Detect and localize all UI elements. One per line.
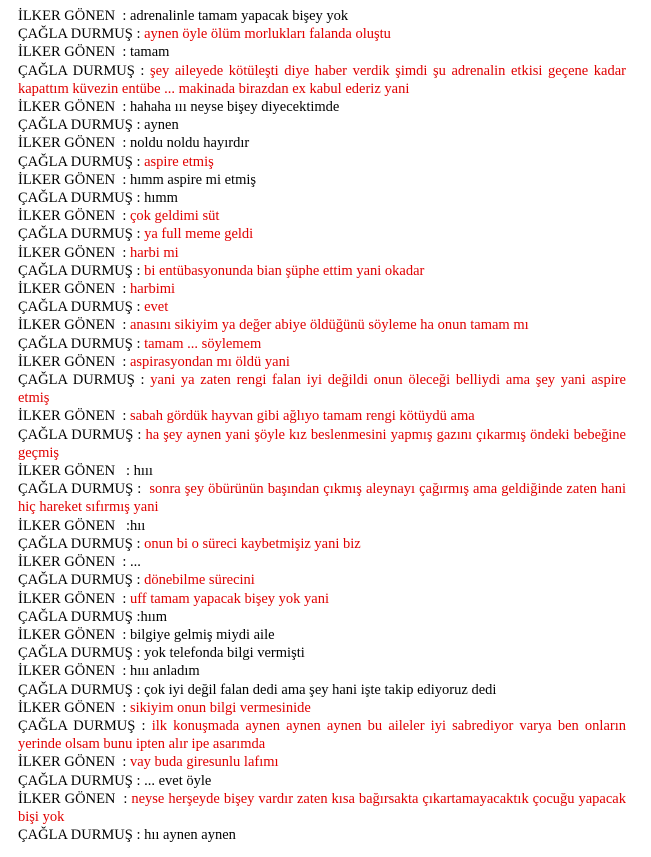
speaker-separator: : bbox=[115, 408, 130, 425]
transcript-line bbox=[18, 535, 626, 553]
speaker-separator: : bbox=[132, 572, 145, 589]
transcript-line bbox=[18, 134, 626, 152]
transcript-line bbox=[18, 225, 626, 243]
message-text: ya full meme geldi bbox=[144, 226, 254, 243]
message-text: sonra şey öbürünün başından çıkmış aleynayı çağırmış ama geldiğinde zaten hani hiç hareket sıfırmış yani bbox=[18, 481, 627, 516]
speaker-separator: : bbox=[132, 153, 145, 170]
transcript-line bbox=[18, 298, 626, 316]
transcript-line bbox=[18, 480, 626, 516]
message-text: şey aileyede kötüleşti diye haber verdik şimdi şu adrenalin etkisi geçene kadar kapattım küvezin entübe ... makinada birazdan ex kabul ederiz yani bbox=[18, 62, 627, 97]
transcript-line bbox=[18, 207, 626, 225]
message-text: sabah gördük hayvan gibi ağlıyo tamam rengi kötüydü ama bbox=[129, 408, 475, 425]
speaker-name: İLKER GÖNEN bbox=[18, 171, 116, 188]
speaker-separator: : bbox=[132, 827, 145, 844]
transcript-line bbox=[18, 407, 626, 425]
speaker-separator: : bbox=[115, 281, 130, 298]
message-text: aynen öyle ölüm morlukları falanda oluştu bbox=[144, 26, 391, 43]
transcript-line bbox=[18, 316, 626, 334]
transcript-line bbox=[18, 753, 626, 771]
transcript-line bbox=[18, 571, 626, 589]
message-text: adrenalinle tamam yapacak bişey yok bbox=[129, 8, 349, 24]
speaker-name: İLKER GÖNEN bbox=[18, 754, 116, 771]
message-text: uff tamam yapacak bişey yok yani bbox=[129, 590, 330, 607]
speaker-separator: : bbox=[132, 681, 145, 698]
transcript-line bbox=[18, 43, 626, 61]
speaker-name: İLKER GÖNEN bbox=[18, 353, 116, 370]
speaker-separator: : bbox=[115, 317, 130, 334]
transcript-line bbox=[18, 662, 626, 680]
speaker-name: ÇAĞLA DURMUŞ bbox=[18, 26, 133, 43]
speaker-name: ÇAĞLA DURMUŞ bbox=[18, 226, 133, 243]
message-text: yok telefonda bilgi vermişti bbox=[144, 645, 305, 662]
speaker-name: ÇAĞLA DURMUŞ bbox=[18, 62, 135, 79]
speaker-name: ÇAĞLA DURMUŞ bbox=[18, 299, 133, 316]
message-text: hıım bbox=[140, 608, 168, 625]
speaker-name: İLKER GÖNEN bbox=[18, 135, 116, 152]
speaker-separator: : bbox=[115, 554, 130, 571]
speaker-separator: : bbox=[133, 426, 146, 443]
speaker-separator: : bbox=[115, 171, 130, 188]
message-text: hıı bbox=[129, 517, 146, 534]
speaker-separator: : bbox=[115, 463, 134, 480]
speaker-name: İLKER GÖNEN bbox=[18, 517, 116, 534]
speaker-separator: : bbox=[132, 645, 145, 662]
message-text: hımm bbox=[144, 190, 178, 207]
transcript-line bbox=[18, 699, 626, 717]
speaker-name: İLKER GÖNEN bbox=[18, 663, 116, 680]
speaker-name: İLKER GÖNEN bbox=[18, 463, 116, 480]
transcript-line bbox=[18, 262, 626, 280]
speaker-name: ÇAĞLA DURMUŞ bbox=[18, 372, 135, 389]
transcript-line bbox=[18, 25, 626, 43]
speaker-separator: : bbox=[132, 772, 145, 789]
transcript-line bbox=[18, 335, 626, 353]
speaker-name: İLKER GÖNEN bbox=[18, 317, 116, 334]
transcript-line bbox=[18, 153, 626, 171]
message-text: neyse herşeyde bişey vardır zaten kısa bağırsakta çıkartamayacaktık çocuğu yapacak bişi yok bbox=[18, 790, 626, 825]
message-text: dönebilme sürecini bbox=[144, 572, 255, 589]
transcript-line bbox=[18, 826, 626, 844]
transcript-line bbox=[18, 553, 626, 571]
speaker-name: ÇAĞLA DURMUŞ bbox=[18, 153, 133, 170]
speaker-name: ÇAĞLA DURMUŞ bbox=[18, 190, 133, 207]
message-text: ha şey aynen yani şöyle kız beslenmesini yapmış gazını çıkarmış öndeki bebeğine geçmiş bbox=[18, 426, 626, 461]
transcript-line bbox=[18, 772, 626, 790]
transcript-line bbox=[18, 590, 626, 608]
speaker-name: ÇAĞLA DURMUŞ bbox=[18, 335, 133, 352]
speaker-separator: : bbox=[133, 481, 146, 498]
speaker-separator: : bbox=[132, 299, 145, 316]
speaker-name: ÇAĞLA DURMUŞ bbox=[18, 426, 134, 443]
message-text: hııı bbox=[133, 463, 153, 480]
transcript-line bbox=[18, 98, 626, 116]
message-text: aynen bbox=[144, 117, 179, 134]
transcript-line bbox=[18, 62, 626, 98]
transcript-line bbox=[18, 116, 626, 134]
speaker-separator: : bbox=[134, 372, 151, 389]
speaker-name: İLKER GÖNEN bbox=[18, 408, 116, 425]
speaker-separator: : bbox=[115, 208, 130, 225]
speaker-separator: : bbox=[115, 754, 130, 771]
transcript-line bbox=[18, 626, 626, 644]
message-text: harbi mi bbox=[129, 244, 179, 261]
transcript-line bbox=[18, 608, 626, 626]
speaker-separator: : bbox=[115, 663, 130, 680]
message-text: çok geldimi süt bbox=[129, 208, 220, 225]
message-text: ... bbox=[129, 554, 141, 571]
transcript-line bbox=[18, 189, 626, 207]
message-text: vay buda giresunlu lafımı bbox=[129, 754, 279, 771]
transcript-line bbox=[18, 462, 626, 480]
message-text: harbimi bbox=[129, 281, 176, 298]
transcript-line bbox=[18, 280, 626, 298]
message-text: noldu noldu hayırdır bbox=[129, 135, 250, 152]
speaker-name: İLKER GÖNEN bbox=[18, 99, 116, 116]
speaker-separator: : bbox=[132, 26, 145, 43]
speaker-name: İLKER GÖNEN bbox=[18, 44, 116, 61]
speaker-separator: : bbox=[132, 190, 145, 207]
message-text: onun bi o süreci kaybetmişiz yani biz bbox=[144, 535, 361, 552]
speaker-name: İLKER GÖNEN bbox=[18, 790, 116, 807]
speaker-name: ÇAĞLA DURMUŞ bbox=[18, 608, 133, 625]
message-text: anasını sikiyim ya değer abiye öldüğünü söyleme ha onun tamam mı bbox=[129, 317, 529, 334]
transcript-line bbox=[18, 681, 626, 699]
message-text: tamam bbox=[129, 44, 170, 61]
speaker-separator: : bbox=[115, 699, 130, 716]
transcript-line bbox=[18, 790, 626, 826]
speaker-name: ÇAĞLA DURMUŞ bbox=[18, 681, 133, 698]
transcript-line bbox=[18, 244, 626, 262]
speaker-separator: : bbox=[135, 717, 152, 734]
speaker-name: ÇAĞLA DURMUŞ bbox=[18, 717, 136, 734]
speaker-separator: : bbox=[115, 135, 130, 152]
speaker-name: ÇAĞLA DURMUŞ bbox=[18, 572, 133, 589]
transcript-line bbox=[18, 171, 626, 189]
speaker-separator: : bbox=[115, 590, 130, 607]
speaker-separator: : bbox=[132, 335, 145, 352]
speaker-name: ÇAĞLA DURMUŞ bbox=[18, 772, 133, 789]
transcript-line bbox=[18, 717, 626, 753]
speaker-name: İLKER GÖNEN bbox=[18, 699, 116, 716]
speaker-name: ÇAĞLA DURMUŞ bbox=[18, 535, 133, 552]
speaker-name: İLKER GÖNEN bbox=[18, 244, 116, 261]
speaker-separator: : bbox=[115, 790, 132, 807]
message-text: çok iyi değil falan dedi ama şey hani işte takip ediyoruz dedi bbox=[144, 681, 497, 698]
speaker-separator: : bbox=[115, 99, 130, 116]
message-text: hıı aynen aynen bbox=[144, 827, 236, 844]
transcript bbox=[18, 7, 626, 844]
speaker-separator: : bbox=[115, 8, 130, 24]
speaker-separator: : bbox=[132, 608, 141, 625]
transcript-line bbox=[18, 371, 626, 407]
transcript-line bbox=[18, 353, 626, 371]
transcript-line bbox=[18, 644, 626, 662]
transcript-line bbox=[18, 517, 626, 535]
speaker-separator: : bbox=[115, 244, 130, 261]
transcript-line bbox=[18, 7, 626, 25]
speaker-name: İLKER GÖNEN bbox=[18, 554, 116, 571]
message-text: aspire etmiş bbox=[144, 153, 214, 170]
message-text: hımm aspire mi etmiş bbox=[129, 171, 257, 188]
message-text: ilk konuşmada aynen aynen aynen bu aileler iyi sabrediyor varya ben onların yerinde olsam bunu ipten alır ipe asarımda bbox=[18, 717, 627, 753]
message-text: hahaha ııı neyse bişey diyecektimde bbox=[129, 99, 340, 116]
message-text: hııı anladım bbox=[129, 663, 200, 680]
message-text: aspirasyondan mı öldü yani bbox=[129, 353, 290, 370]
message-text: tamam ... söylemem bbox=[144, 335, 262, 352]
message-text: sikiyim onun bilgi vermesinide bbox=[129, 699, 311, 716]
message-text: evet bbox=[144, 299, 169, 316]
speaker-name: ÇAĞLA DURMUŞ bbox=[18, 117, 133, 134]
speaker-separator: : bbox=[115, 353, 130, 370]
speaker-name: ÇAĞLA DURMUŞ bbox=[18, 262, 133, 279]
message-text: ... evet öyle bbox=[144, 772, 212, 789]
speaker-name: İLKER GÖNEN bbox=[18, 281, 116, 298]
speaker-name: İLKER GÖNEN bbox=[18, 590, 116, 607]
message-text: bilgiye gelmiş miydi aile bbox=[129, 626, 275, 643]
speaker-separator: : bbox=[115, 626, 130, 643]
speaker-name: İLKER GÖNEN bbox=[18, 8, 116, 24]
speaker-name: İLKER GÖNEN bbox=[18, 208, 116, 225]
speaker-name: ÇAĞLA DURMUŞ bbox=[18, 827, 133, 844]
speaker-separator: : bbox=[115, 44, 130, 61]
speaker-separator: : bbox=[132, 226, 145, 243]
transcript-line bbox=[18, 426, 626, 462]
speaker-separator: : bbox=[132, 117, 145, 134]
speaker-name: ÇAĞLA DURMUŞ bbox=[18, 481, 134, 498]
message-text: yani ya zaten rengi falan iyi değildi onun öleceği belliydi ama şey yani aspire etmiş bbox=[18, 372, 626, 407]
speaker-name: İLKER GÖNEN bbox=[18, 626, 116, 643]
speaker-separator: : bbox=[115, 517, 130, 534]
message-text: bi entübasyonunda bian şüphe ettim yani okadar bbox=[144, 262, 425, 279]
speaker-name: ÇAĞLA DURMUŞ bbox=[18, 645, 133, 662]
speaker-separator: : bbox=[132, 535, 145, 552]
speaker-separator: : bbox=[132, 262, 145, 279]
speaker-separator: : bbox=[134, 62, 150, 79]
